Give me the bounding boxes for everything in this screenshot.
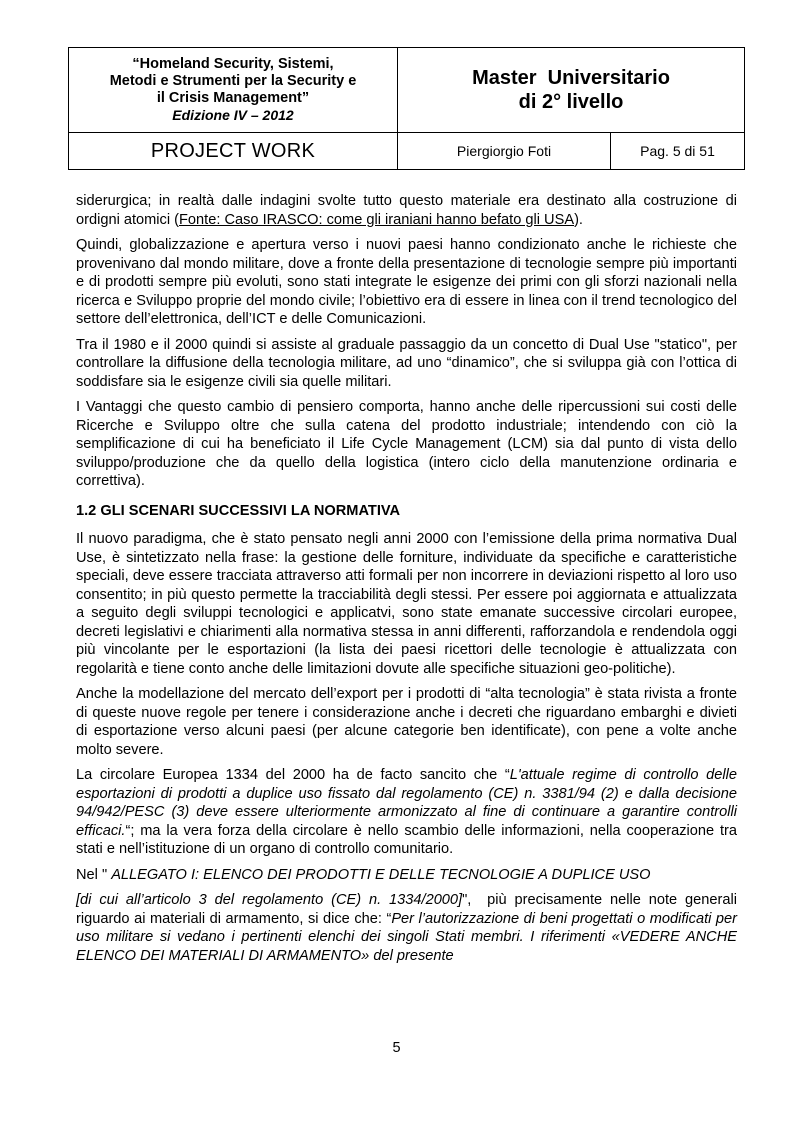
footer-page-number: 5 [392, 1040, 401, 1056]
paragraph-7 [76, 766, 737, 859]
master-title-line1: Master Universitario [472, 67, 670, 89]
article-reference: [di cui all’articolo 3 del regolamento (CE) n. 1334/2000] [76, 892, 463, 908]
paragraph-7-end: “; ma la vera forza della circolare è nello scambio delle informazioni, nella cooperazione tra stati e nell’istituzione di un organo di controllo comunitario. [76, 822, 737, 857]
paragraph-1 [76, 192, 737, 229]
course-title-line2: Metodi e Strumenti per la Security e [109, 73, 357, 89]
master-title-line2: di 2° livello [518, 91, 624, 113]
paragraph-4: I Vantaggi che questo cambio di pensiero comporta, hanno anche delle ripercussioni sui costi delle Ricerche e Sviluppo oltre che sulla catena del prodotto industriale; intendendo con ciò la semplificazione di cui ha beneficiato il Life Cycle Management (LCM) sia dal punto di vista dello sviluppo/produzione che da quello della logistica (intero ciclo della manutenzione ordinaria e correttiva). [76, 399, 737, 489]
master-title-cell [398, 48, 745, 133]
edition-label: Edizione IV – 2012 [172, 107, 294, 123]
annex-title: ALLEGATO I: ELENCO DEI PRODOTTI E DELLE TECNOLOGIE A DUPLICE USO [111, 866, 651, 883]
page-indicator: Pag. 5 di 51 [611, 133, 745, 170]
document-body [76, 192, 742, 972]
paragraph-8-start: Nel " [76, 866, 112, 883]
paragraph-1-text: siderurgica; in realtà dalle indagini svolte tutto questo materiale era destinato alla costruzione di ordigni atomici ( [76, 193, 737, 228]
paragraph-9 [76, 891, 742, 965]
author-name: Piergiorgio Foti [398, 133, 611, 170]
paragraph-1-end: ). [574, 211, 583, 228]
regulation-quote: L'attuale regime di controllo delle esportazioni di prodotti a duplice uso fissato dal regolamento (CE) n. 3381/94 (2) e dalla decisione 94/942/PESC (3) deve essere ulteriormente armonizzato al fine di continuare a garantire controlli efficaci. [76, 767, 737, 839]
armament-quote: Per l’autorizzazione di beni progettati o modificati per uso militare si vedano i pertinenti elenchi dei singoli Stati membri. I riferimenti «VEDERE ANCHE ELENCO DEI MATERIALI DI ARMAMENTO» del presente [76, 910, 738, 964]
paragraph-8 [76, 866, 737, 885]
paragraph-5: Il nuovo paradigma, che è stato pensato negli anni 2000 con l’emissione della prima normativa Dual Use, è sintetizzato nella frase: la gestione delle forniture, individuate da specifiche e caratteristiche speciali, deve essere tracciata attraverso atti formali per non incorrere in deviazioni rispetto al loro uso consentito; in più questo permette la tracciabilità degli stessi. Per essere poi aggiornata e attualizzata a seguito degli sviluppi tecnologici e applicatvi, sono state emanate successive circolari europee, decreti legislativi e chiarimenti alla normativa stessa in anni differenti, rafforzandola e rendendola oggi più vincolante per le esportazioni (la lista dei paesi ricettori delle tecnologie è attualizzata con regolarità e tiene conto anche delle limitazioni dovute alle specifiche situazioni geo-politiche). [76, 531, 737, 677]
paragraph-6: Anche la modellazione del mercato dell’export per i prodotti di “alta tecnologia” è stata rivista a fronte di queste nuove regole per tenere i considerazione anche i decreti che riguardano embarghi e divieti di esportazione verso alcuni paesi (per alcune categorie ben identificate), con pene a volte anche molto severe. [76, 686, 737, 758]
paragraph-7-start: La circolare Europea 1334 del 2000 ha de facto sancito che “ [76, 767, 510, 783]
course-title-line3: il Crisis Management” [156, 90, 310, 106]
project-work-label: PROJECT WORK [69, 133, 398, 170]
paragraph-3: Tra il 1980 e il 2000 quindi si assiste al graduale passaggio da un concetto di Dual Use "statico", per controllare la diffusione della tecnologia militare, ad uno “dinamico”, che si sviluppa già con l’ottica di soddisfare sia le esigenze civili sia quelle militari. [76, 336, 737, 390]
course-title-line1: “Homeland Security, Sistemi, [132, 56, 334, 72]
paragraph-9-mid: ", più precisamente nelle note generali riguardo ai materiali di armamento, si dice che: “ [76, 892, 742, 927]
document-header [68, 47, 745, 170]
section-heading: 1.2 GLI SCENARI SUCCESSIVI LA NORMATIVA [76, 502, 401, 519]
source-reference-link[interactable]: Fonte: Caso IRASCO: come gli iraniani hanno befato gli USA [179, 211, 575, 228]
course-title-cell [69, 48, 398, 133]
paragraph-2: Quindi, globalizzazione e apertura verso i nuovi paesi hanno condizionato anche le richieste che provenivano dal mondo militare, dove a fronte della presentazione di tecnologie sempre più importanti e di prodotti sempre più evoluti, sono stati integrate le esigenze dei primi con gli sforzi nazionali nella ricerca e Sviluppo proprie del mondo civile; l’obiettivo era di essere in linea con il trend tecnologico del settore dell’elettronica, dell’ICT e delle Comunicazioni. [76, 237, 737, 327]
